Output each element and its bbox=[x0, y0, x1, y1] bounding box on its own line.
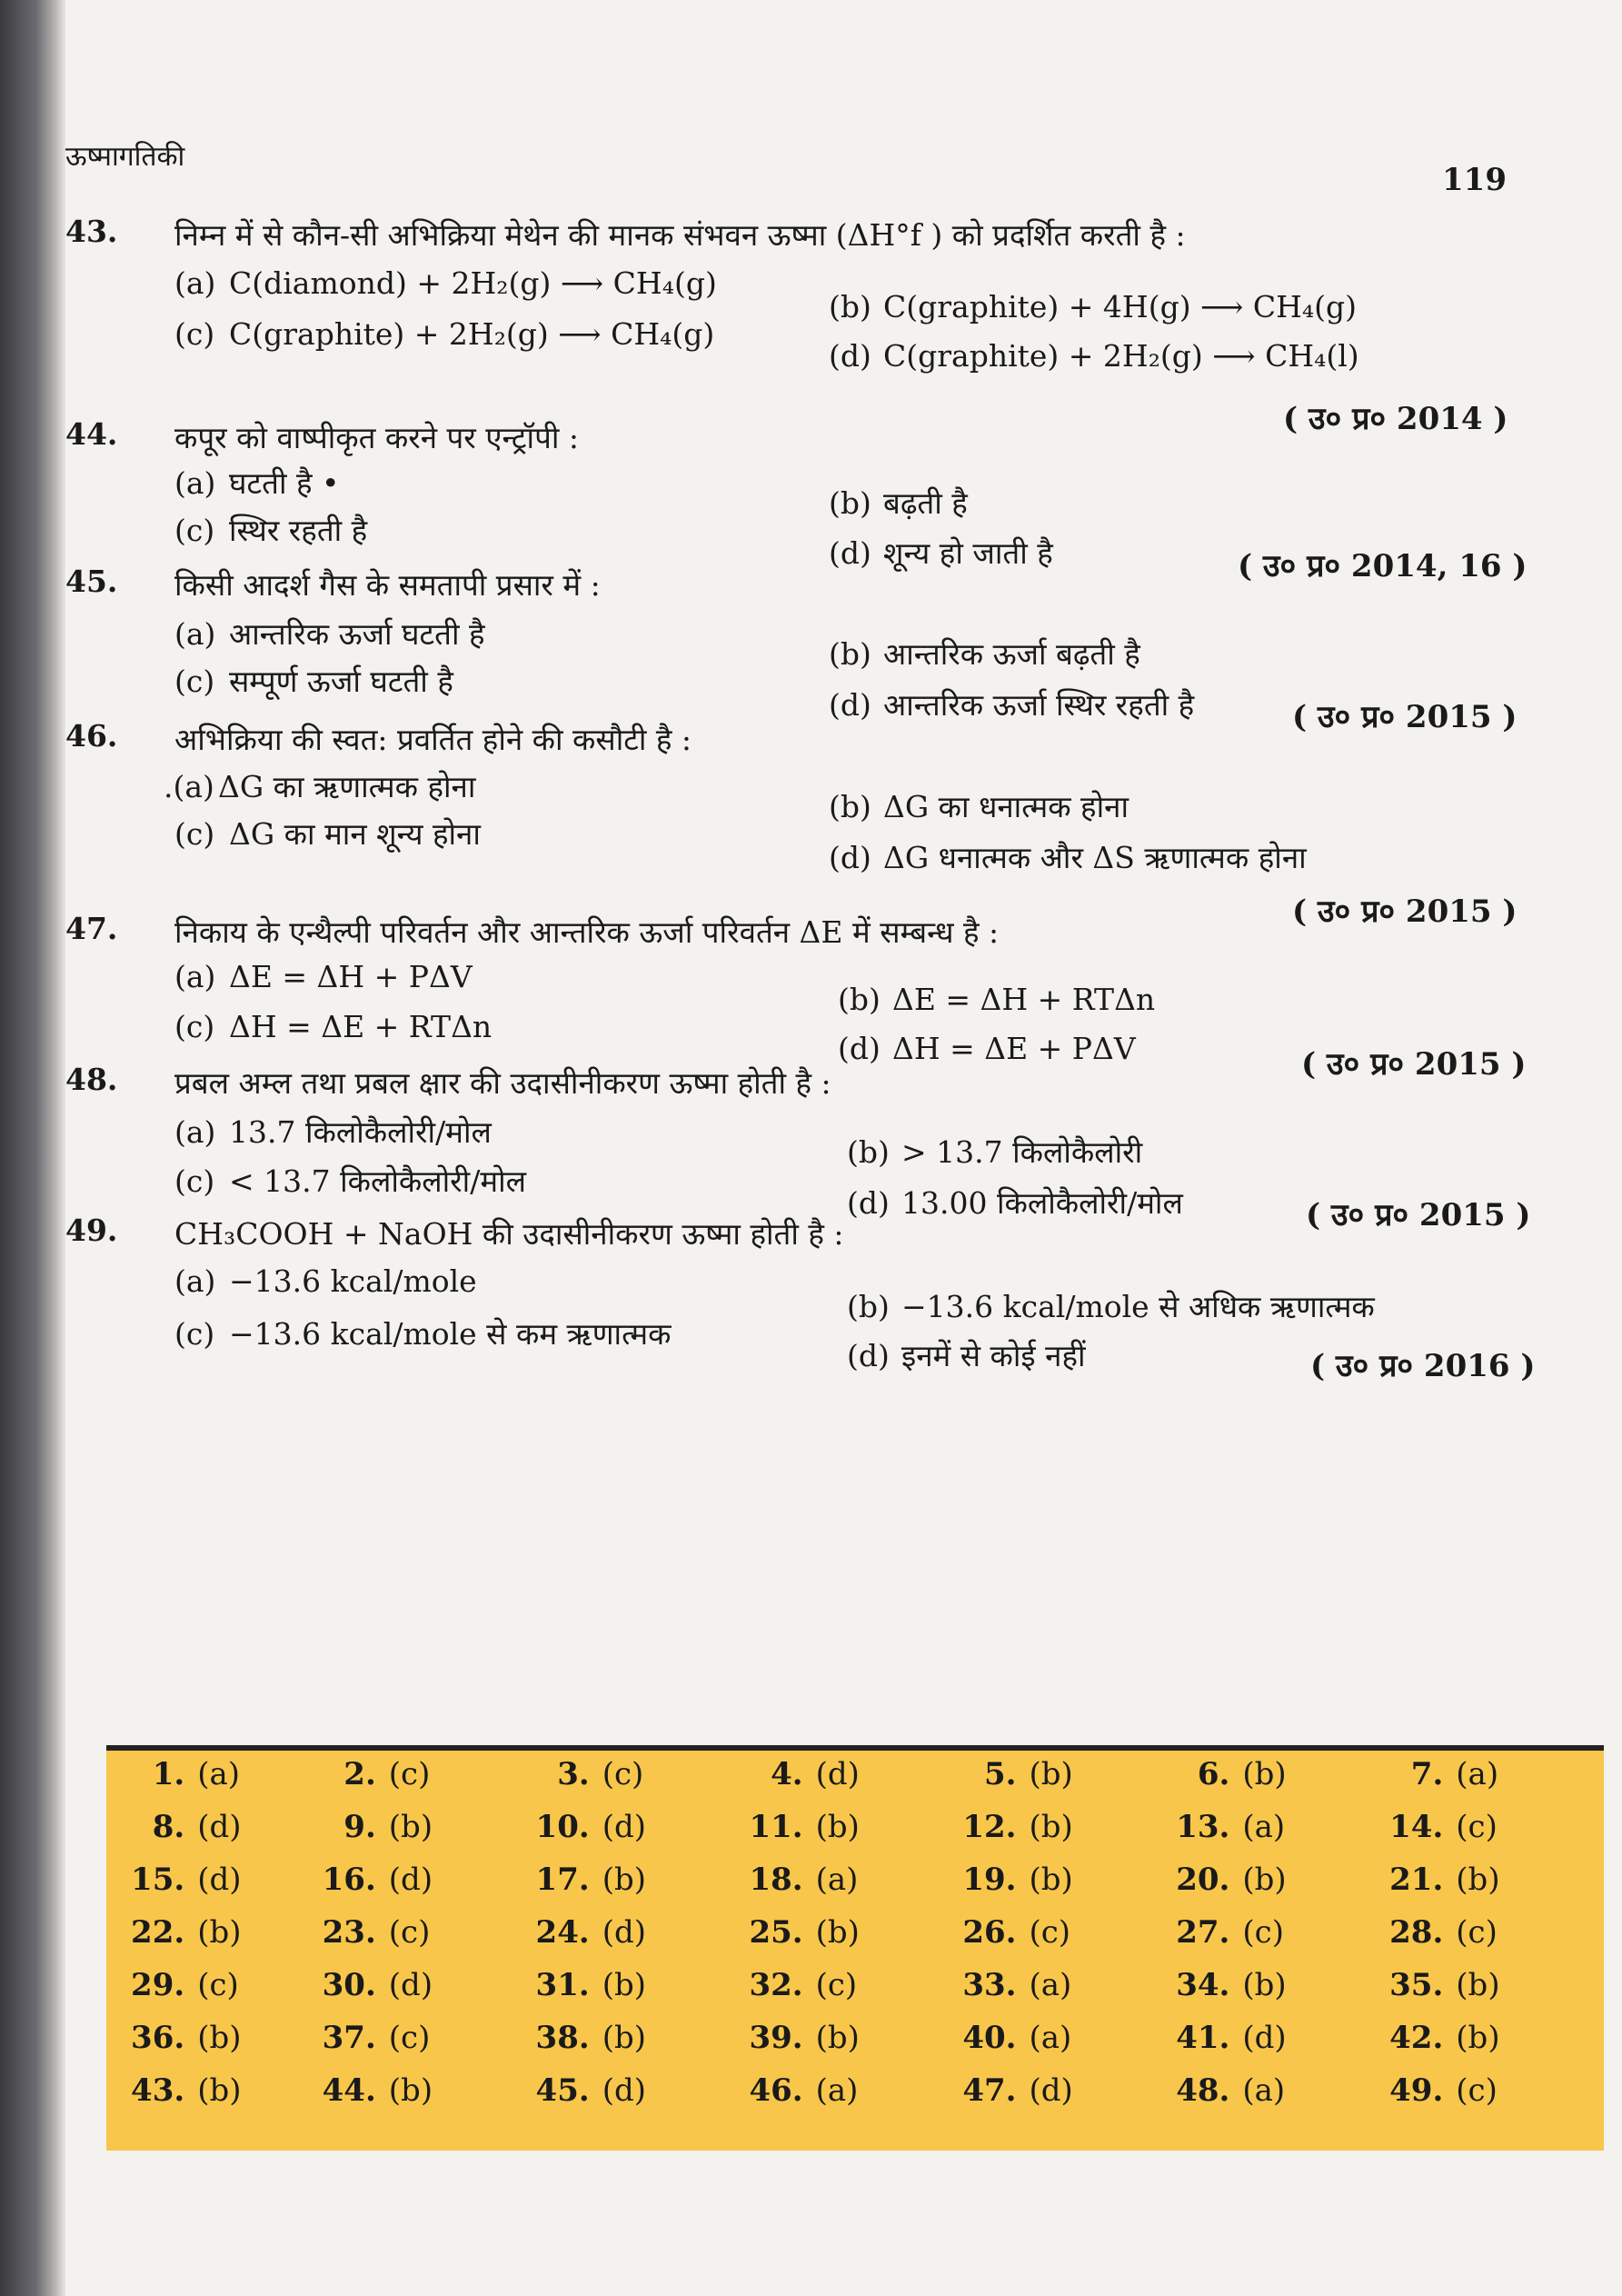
answer-cell bbox=[740, 1967, 858, 2003]
answer-question-number: 4. bbox=[771, 1756, 803, 1792]
answer-question-number: 45. bbox=[535, 2072, 590, 2109]
exam-source: ( उ० प्र० 2015 ) bbox=[1301, 1046, 1527, 1083]
question-text: निम्न में से कौन-सी अभिक्रिया मेथेन की मानक संभवन ऊष्मा (ΔH°f ) को प्रदर्शित करती है : bbox=[174, 217, 1186, 253]
answer-option: (b) bbox=[1029, 1756, 1073, 1792]
answer-cell bbox=[740, 1914, 860, 1951]
answer-cell bbox=[1166, 1862, 1286, 1898]
question-number: 46. bbox=[65, 718, 118, 754]
answer-question-number: 44. bbox=[322, 2072, 376, 2109]
answer-question-number: 3. bbox=[557, 1756, 590, 1792]
answer-cell bbox=[313, 1862, 433, 1898]
option-c: (c) सम्पूर्ण ऊर्जा घटती है bbox=[174, 664, 453, 699]
answer-option: (a) bbox=[815, 1862, 859, 1898]
answer-question-number: 5. bbox=[984, 1756, 1017, 1792]
answer-cell bbox=[313, 2072, 433, 2109]
answer-option: (b) bbox=[197, 2072, 242, 2109]
answer-question-number: 17. bbox=[535, 1862, 590, 1898]
option-a: (a) 13.7 किलोकैलोरी/मोल bbox=[174, 1114, 492, 1150]
answer-question-number: 39. bbox=[749, 2020, 803, 2056]
answer-key-table bbox=[106, 1745, 1604, 2151]
answer-option: (a) bbox=[815, 2072, 859, 2109]
option-a: (a) आन्तरिक ऊर्जा घटती है bbox=[174, 616, 485, 652]
answer-option: (c) bbox=[388, 2020, 431, 2056]
option-a: (a) घटती है • bbox=[174, 465, 340, 501]
answer-cell bbox=[953, 2072, 1073, 2109]
answer-cell bbox=[526, 1809, 646, 1845]
answer-cell bbox=[1379, 1756, 1498, 1792]
answer-question-number: 26. bbox=[962, 1914, 1017, 1951]
answer-question-number: 24. bbox=[535, 1914, 590, 1951]
option-c: (c) −13.6 kcal/mole से कम ऋणात्मक bbox=[174, 1316, 672, 1352]
answer-cell bbox=[1166, 2072, 1285, 2109]
answer-cell bbox=[121, 1809, 241, 1845]
answer-question-number: 12. bbox=[962, 1809, 1017, 1845]
option-b: (b) −13.6 kcal/mole से अधिक ऋणात्मक bbox=[847, 1289, 1375, 1324]
answer-option: (d) bbox=[197, 1809, 242, 1845]
answer-option: (b) bbox=[1029, 1862, 1073, 1898]
option-b: (b) ΔE = ΔH + RTΔn bbox=[838, 982, 1156, 1017]
option-d: (d) इनमें से कोई नहीं bbox=[847, 1338, 1086, 1373]
answer-question-number: 34. bbox=[1176, 1967, 1230, 2003]
question-number: 45. bbox=[65, 564, 118, 599]
question-text: CH₃COOH + NaOH की उदासीनीकरण ऊष्मा होती है : bbox=[174, 1216, 844, 1252]
answer-option: (b) bbox=[602, 1862, 646, 1898]
answer-option: (b) bbox=[197, 2020, 242, 2056]
answer-question-number: 29. bbox=[131, 1967, 185, 2003]
answer-question-number: 48. bbox=[1176, 2072, 1230, 2109]
answer-option: (a) bbox=[1242, 1809, 1286, 1845]
answer-option: (b) bbox=[1456, 2020, 1500, 2056]
option-d: (d) ΔG धनात्मक और ΔS ऋणात्मक होना bbox=[829, 840, 1307, 875]
exam-source: ( उ० प्र० 2015 ) bbox=[1306, 1197, 1531, 1233]
answer-option: (b) bbox=[1456, 1967, 1500, 2003]
answer-cell bbox=[740, 1862, 859, 1898]
answer-question-number: 6. bbox=[1197, 1756, 1230, 1792]
answer-option: (b) bbox=[1242, 1967, 1287, 2003]
option-a: (a) −13.6 kcal/mole bbox=[174, 1263, 477, 1299]
answer-cell bbox=[121, 2020, 241, 2056]
answer-row bbox=[106, 1967, 1604, 2021]
answer-cell bbox=[121, 2072, 241, 2109]
answer-question-number: 16. bbox=[322, 1862, 376, 1898]
answer-option: (b) bbox=[602, 1967, 646, 2003]
question-number: 47. bbox=[65, 911, 118, 946]
option-c: (c) स्थिर रहती है bbox=[174, 513, 368, 548]
exam-source: ( उ० प्र० 2015 ) bbox=[1292, 699, 1518, 735]
answer-row bbox=[106, 2020, 1604, 2074]
answer-row bbox=[106, 1914, 1604, 1969]
option-a: (a) ΔE = ΔH + PΔV bbox=[174, 959, 473, 994]
answer-cell bbox=[1166, 1914, 1284, 1951]
answer-question-number: 19. bbox=[962, 1862, 1017, 1898]
answer-option: (c) bbox=[815, 1967, 858, 2003]
answer-question-number: 9. bbox=[343, 1809, 376, 1845]
answer-question-number: 47. bbox=[962, 2072, 1017, 2109]
answer-question-number: 40. bbox=[962, 2020, 1017, 2056]
answer-question-number: 36. bbox=[131, 2020, 185, 2056]
answer-option: (c) bbox=[1242, 1914, 1284, 1951]
answer-cell bbox=[313, 1967, 433, 2003]
exam-source: ( उ० प्र० 2015 ) bbox=[1292, 893, 1518, 930]
answer-option: (b) bbox=[1029, 1809, 1073, 1845]
option-d: (d) 13.00 किलोकैलोरी/मोल bbox=[847, 1185, 1183, 1221]
option-b: (b) C(graphite) + 4H(g) ⟶ CH₄(g) bbox=[829, 289, 1357, 324]
answer-question-number: 32. bbox=[749, 1967, 803, 2003]
option-a: (a) C(diamond) + 2H₂(g) ⟶ CH₄(g) bbox=[174, 265, 717, 301]
answer-cell bbox=[1166, 1967, 1286, 2003]
option-b: (b) ΔG का धनात्मक होना bbox=[829, 789, 1129, 824]
answer-question-number: 42. bbox=[1389, 2020, 1444, 2056]
question-text: कपूर को वाष्पीकृत करने पर एन्ट्रॉपी : bbox=[174, 420, 579, 455]
question-number: 44. bbox=[65, 416, 118, 452]
exam-source: ( उ० प्र० 2016 ) bbox=[1310, 1348, 1536, 1384]
option-c: (c) C(graphite) + 2H₂(g) ⟶ CH₄(g) bbox=[174, 316, 715, 352]
answer-cell bbox=[953, 1862, 1073, 1898]
question-number: 48. bbox=[65, 1062, 118, 1097]
answer-cell bbox=[526, 1756, 644, 1792]
answer-option: (c) bbox=[388, 1756, 431, 1792]
question-number: 49. bbox=[65, 1213, 118, 1248]
answer-question-number: 8. bbox=[152, 1809, 185, 1845]
page-number: 119 bbox=[1442, 162, 1507, 198]
answer-question-number: 15. bbox=[131, 1862, 185, 1898]
answer-option: (c) bbox=[1456, 1809, 1498, 1845]
answer-cell bbox=[953, 1756, 1073, 1792]
answer-option: (b) bbox=[815, 2020, 860, 2056]
option-b: (b) आन्तरिक ऊर्जा बढ़ती है bbox=[829, 636, 1140, 672]
answer-option: (b) bbox=[1456, 1862, 1500, 1898]
answer-cell bbox=[953, 1967, 1072, 2003]
answer-cell bbox=[953, 2020, 1072, 2056]
answer-cell bbox=[121, 1967, 239, 2003]
answer-question-number: 35. bbox=[1389, 1967, 1444, 2003]
answer-question-number: 46. bbox=[749, 2072, 803, 2109]
answer-question-number: 49. bbox=[1389, 2072, 1444, 2109]
answer-question-number: 1. bbox=[152, 1756, 185, 1792]
answer-question-number: 43. bbox=[131, 2072, 185, 2109]
answer-cell bbox=[1379, 1862, 1499, 1898]
answer-option: (b) bbox=[388, 1809, 433, 1845]
answer-cell bbox=[740, 1809, 860, 1845]
answer-cell bbox=[1166, 2020, 1286, 2056]
answer-cell bbox=[313, 2020, 431, 2056]
answer-question-number: 31. bbox=[535, 1967, 590, 2003]
answer-cell bbox=[1379, 2020, 1499, 2056]
option-d: (d) शून्य हो जाती है bbox=[829, 535, 1053, 571]
exam-source: ( उ० प्र० 2014 ) bbox=[1283, 401, 1508, 437]
answer-question-number: 33. bbox=[962, 1967, 1017, 2003]
answer-option: (d) bbox=[1242, 2020, 1287, 2056]
answer-question-number: 7. bbox=[1410, 1756, 1444, 1792]
answer-question-number: 30. bbox=[322, 1967, 376, 2003]
answer-option: (a) bbox=[197, 1756, 240, 1792]
option-d: (d) C(graphite) + 2H₂(g) ⟶ CH₄(l) bbox=[829, 338, 1359, 374]
answer-cell bbox=[526, 2072, 646, 2109]
answer-row bbox=[106, 1862, 1604, 1916]
question-text: प्रबल अम्ल तथा प्रबल क्षार की उदासीनीकरण ऊष्मा होती है : bbox=[174, 1065, 831, 1101]
answer-question-number: 37. bbox=[322, 2020, 376, 2056]
answer-question-number: 27. bbox=[1176, 1914, 1230, 1951]
answer-cell bbox=[1379, 1914, 1498, 1951]
answer-cell bbox=[740, 2020, 860, 2056]
answer-cell bbox=[953, 1914, 1071, 1951]
answer-option: (a) bbox=[1242, 2072, 1286, 2109]
answer-question-number: 21. bbox=[1389, 1862, 1444, 1898]
answer-row bbox=[106, 2072, 1604, 2127]
question-text: अभिक्रिया की स्वत: प्रवर्तित होने की कसौटी है : bbox=[174, 722, 692, 757]
answer-option: (c) bbox=[197, 1967, 239, 2003]
answer-cell bbox=[526, 1862, 646, 1898]
answer-option: (c) bbox=[1029, 1914, 1071, 1951]
answer-cell bbox=[1379, 1809, 1498, 1845]
answer-question-number: 22. bbox=[131, 1914, 185, 1951]
answer-option: (b) bbox=[815, 1809, 860, 1845]
answer-option: (d) bbox=[388, 1967, 433, 2003]
answer-option: (d) bbox=[1029, 2072, 1073, 2109]
answer-cell bbox=[121, 1862, 241, 1898]
answer-option: (a) bbox=[1029, 1967, 1072, 2003]
answer-option: (b) bbox=[602, 2020, 646, 2056]
answer-cell bbox=[526, 2020, 646, 2056]
answer-cell bbox=[953, 1809, 1073, 1845]
book-spine-shadow bbox=[0, 0, 65, 2296]
answer-option: (b) bbox=[388, 2072, 433, 2109]
answer-question-number: 23. bbox=[322, 1914, 376, 1951]
answer-option: (c) bbox=[1456, 2072, 1498, 2109]
option-c: (c) < 13.7 किलोकैलोरी/मोल bbox=[174, 1163, 527, 1199]
answer-row bbox=[106, 1809, 1604, 1863]
option-c: (c) ΔH = ΔE + RTΔn bbox=[174, 1009, 493, 1044]
answer-row bbox=[106, 1756, 1604, 1811]
question-number: 43. bbox=[65, 214, 118, 249]
answer-option: (b) bbox=[815, 1914, 860, 1951]
option-b: (b) बढ़ती है bbox=[829, 485, 968, 521]
answer-cell bbox=[740, 2072, 859, 2109]
answer-question-number: 14. bbox=[1389, 1809, 1444, 1845]
answer-cell bbox=[526, 1914, 646, 1951]
answer-cell bbox=[740, 1756, 860, 1792]
answer-option: (d) bbox=[602, 1914, 646, 1951]
answer-option: (b) bbox=[197, 1914, 242, 1951]
answer-question-number: 13. bbox=[1176, 1809, 1230, 1845]
option-d: (d) आन्तरिक ऊर्जा स्थिर रहती है bbox=[829, 687, 1195, 723]
answer-option: (c) bbox=[602, 1756, 644, 1792]
exam-source: ( उ० प्र० 2014, 16 ) bbox=[1238, 548, 1527, 584]
page bbox=[65, 0, 1622, 2296]
option-a: .(a) ΔG का ऋणात्मक होना bbox=[164, 769, 476, 804]
answer-question-number: 11. bbox=[749, 1809, 803, 1845]
answer-question-number: 41. bbox=[1176, 2020, 1230, 2056]
answer-cell bbox=[1166, 1809, 1285, 1845]
answer-cell bbox=[313, 1756, 431, 1792]
answer-option: (c) bbox=[388, 1914, 431, 1951]
question-text: किसी आदर्श गैस के समतापी प्रसार में : bbox=[174, 567, 601, 603]
answer-option: (c) bbox=[1456, 1914, 1498, 1951]
answer-cell bbox=[1166, 1756, 1286, 1792]
answer-option: (d) bbox=[602, 1809, 646, 1845]
answer-question-number: 2. bbox=[343, 1756, 376, 1792]
answer-cell bbox=[121, 1914, 241, 1951]
answer-cell bbox=[1379, 2072, 1498, 2109]
running-header: ऊष्मागतिकी bbox=[65, 141, 185, 173]
answer-option: (d) bbox=[197, 1862, 242, 1898]
answer-option: (d) bbox=[602, 2072, 646, 2109]
answer-cell bbox=[313, 1914, 431, 1951]
answer-question-number: 38. bbox=[535, 2020, 590, 2056]
answer-cell bbox=[1379, 1967, 1499, 2003]
answer-question-number: 20. bbox=[1176, 1862, 1230, 1898]
answer-option: (a) bbox=[1029, 2020, 1072, 2056]
question-text: निकाय के एन्थैल्पी परिवर्तन और आन्तरिक ऊर्जा परिवर्तन ΔE में सम्बन्ध है : bbox=[174, 914, 1000, 950]
answer-question-number: 25. bbox=[749, 1914, 803, 1951]
option-c: (c) ΔG का मान शून्य होना bbox=[174, 816, 481, 852]
option-b: (b) > 13.7 किलोकैलोरी bbox=[847, 1134, 1143, 1170]
answer-cell bbox=[526, 1967, 646, 2003]
answer-cell bbox=[121, 1756, 240, 1792]
answer-option: (a) bbox=[1456, 1756, 1499, 1792]
answer-question-number: 28. bbox=[1389, 1914, 1444, 1951]
answer-cell bbox=[313, 1809, 433, 1845]
answer-option: (d) bbox=[388, 1862, 433, 1898]
answer-option: (b) bbox=[1242, 1756, 1287, 1792]
answer-option: (b) bbox=[1242, 1862, 1287, 1898]
answer-question-number: 10. bbox=[535, 1809, 590, 1845]
option-d: (d) ΔH = ΔE + PΔV bbox=[838, 1031, 1136, 1066]
answer-option: (d) bbox=[815, 1756, 860, 1792]
answer-question-number: 18. bbox=[749, 1862, 803, 1898]
